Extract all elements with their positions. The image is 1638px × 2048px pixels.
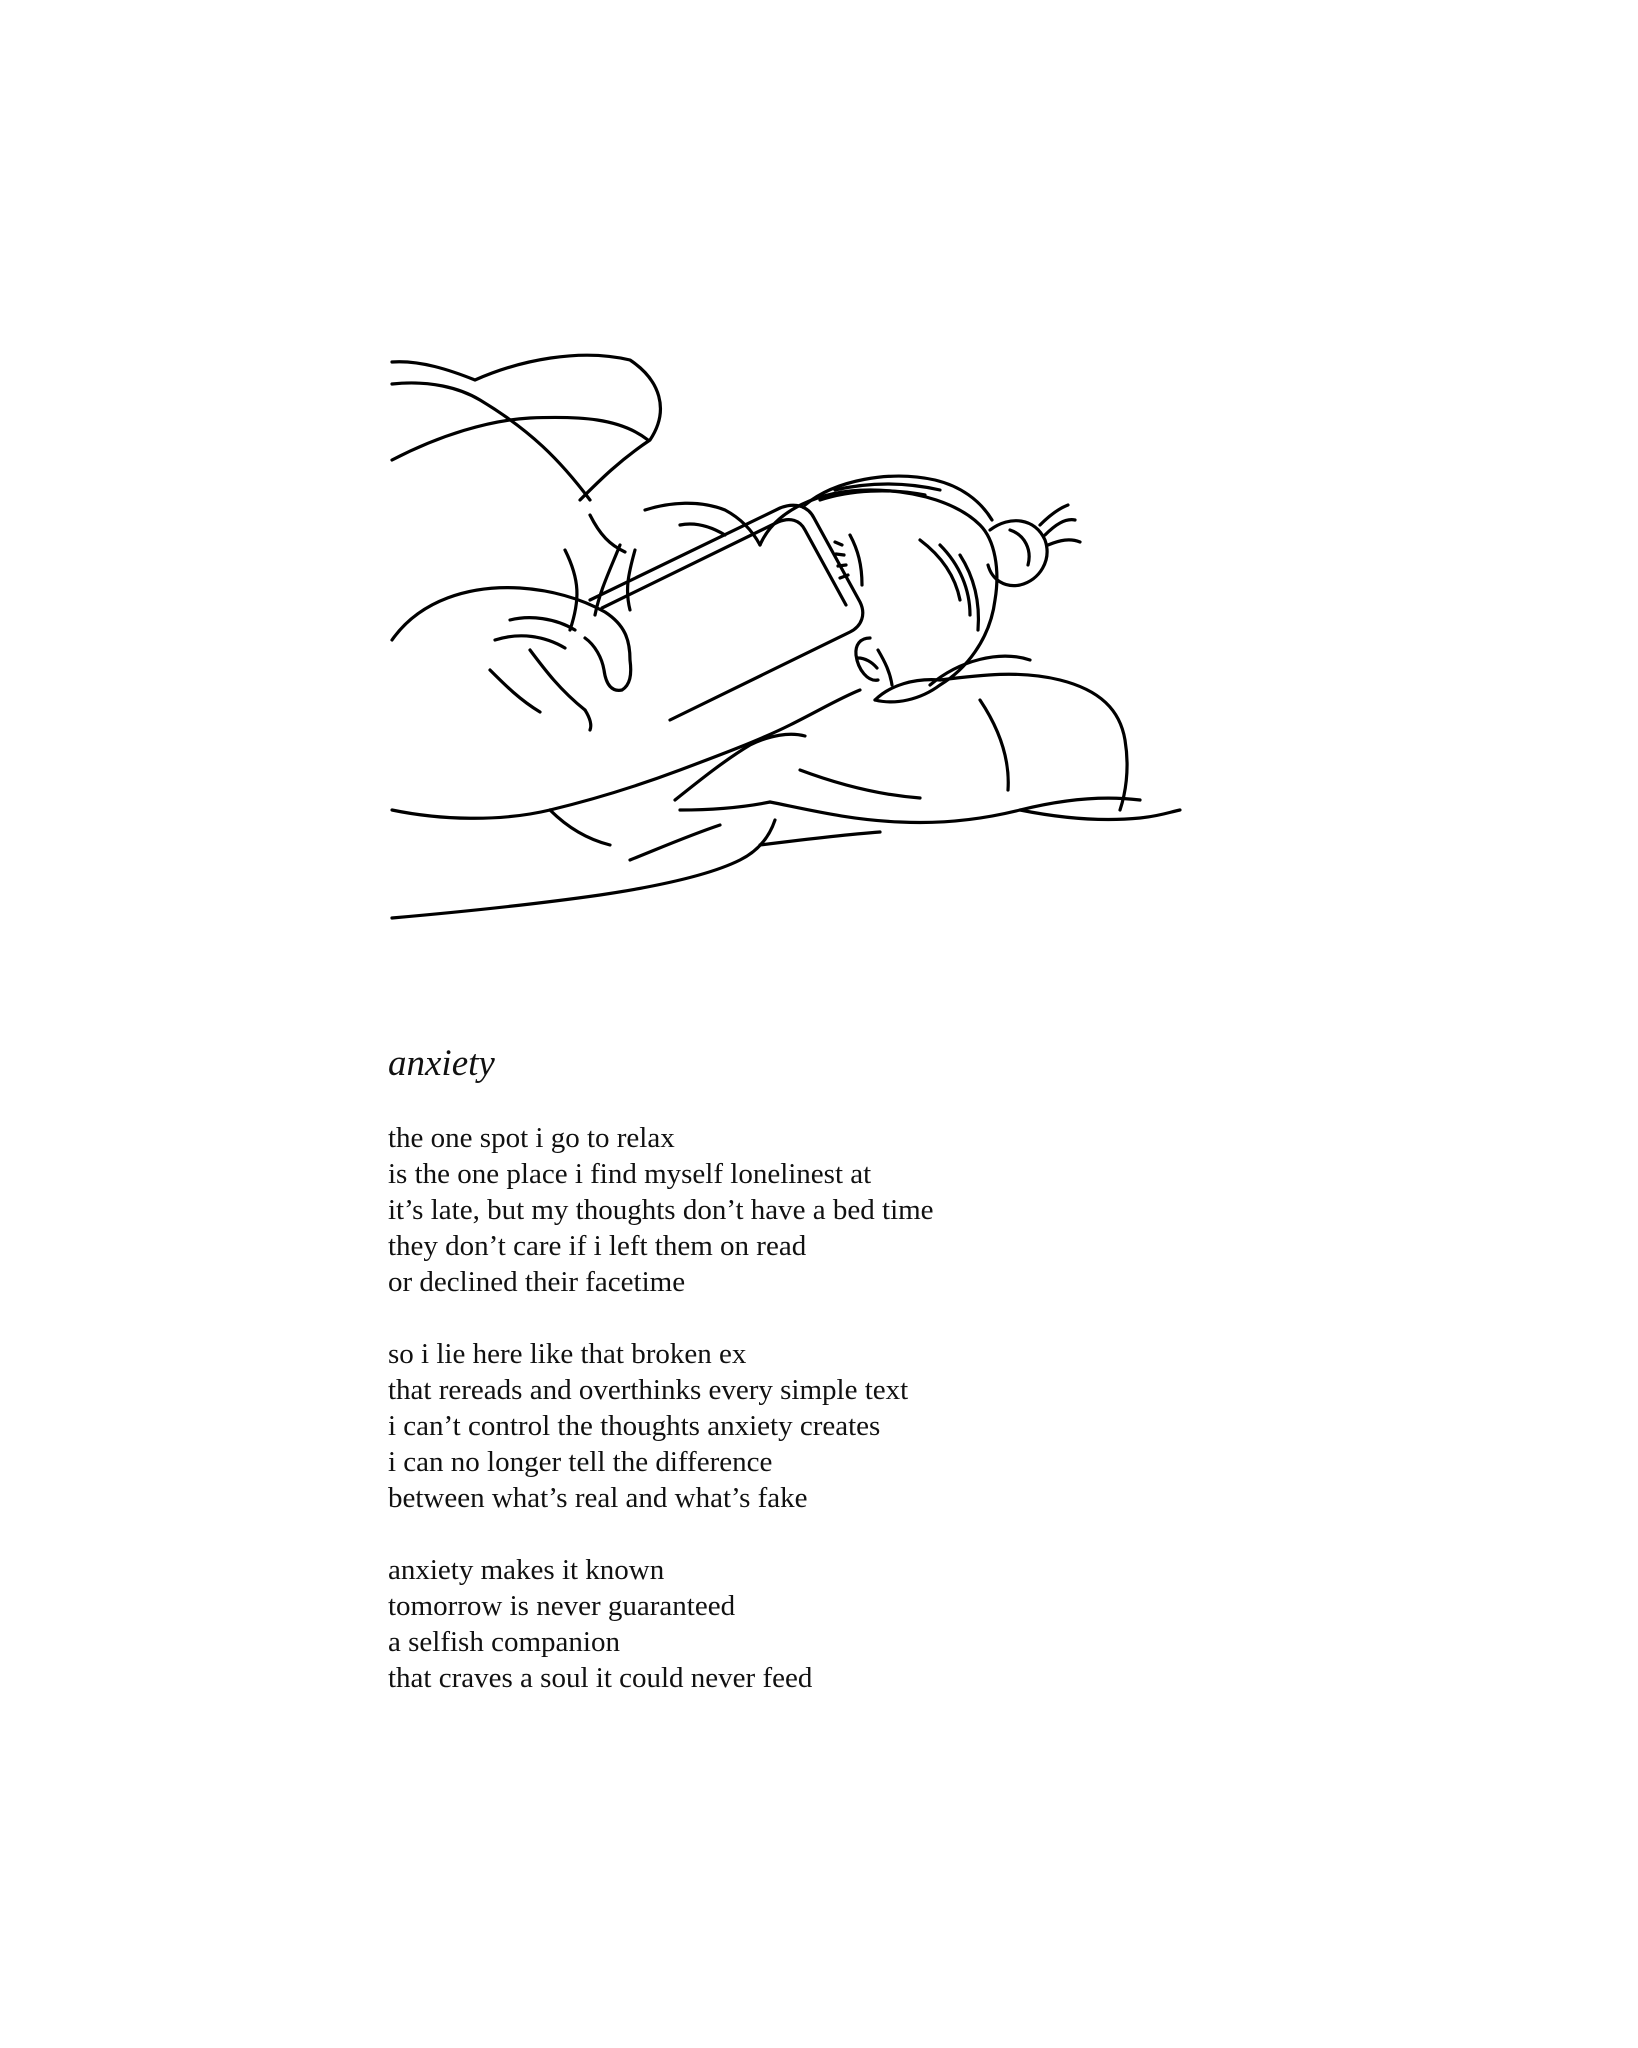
poem-line: that rereads and overthinks every simple text bbox=[388, 1374, 909, 1406]
woman-sleeping-with-phone-icon bbox=[380, 340, 1280, 940]
poem-line: between what’s real and what’s fake bbox=[388, 1482, 808, 1514]
poem-line: that craves a soul it could never feed bbox=[388, 1662, 813, 1694]
poem-line: i can no longer tell the difference bbox=[388, 1446, 773, 1478]
poem-title: anxiety bbox=[388, 1043, 495, 1084]
stanza-2 bbox=[388, 1336, 1388, 1516]
poem-line: the one spot i go to relax bbox=[388, 1122, 675, 1154]
poem-line: they don’t care if i left them on read bbox=[388, 1230, 807, 1262]
stanza-3 bbox=[388, 1552, 1388, 1696]
poem-line: is the one place i find myself lonelinest at bbox=[388, 1158, 872, 1190]
poem-line: i can’t control the thoughts anxiety creates bbox=[388, 1410, 881, 1442]
poem-line: a selfish companion bbox=[388, 1626, 620, 1658]
poem bbox=[388, 1040, 1388, 1732]
poem-line: tomorrow is never guaranteed bbox=[388, 1590, 736, 1622]
poem-line: it’s late, but my thoughts don’t have a bed time bbox=[388, 1194, 934, 1226]
poem-line: or declined their facetime bbox=[388, 1266, 686, 1298]
poem-line: anxiety makes it known bbox=[388, 1554, 665, 1586]
poem-line: so i lie here like that broken ex bbox=[388, 1338, 747, 1370]
stanza-1 bbox=[388, 1120, 1388, 1300]
